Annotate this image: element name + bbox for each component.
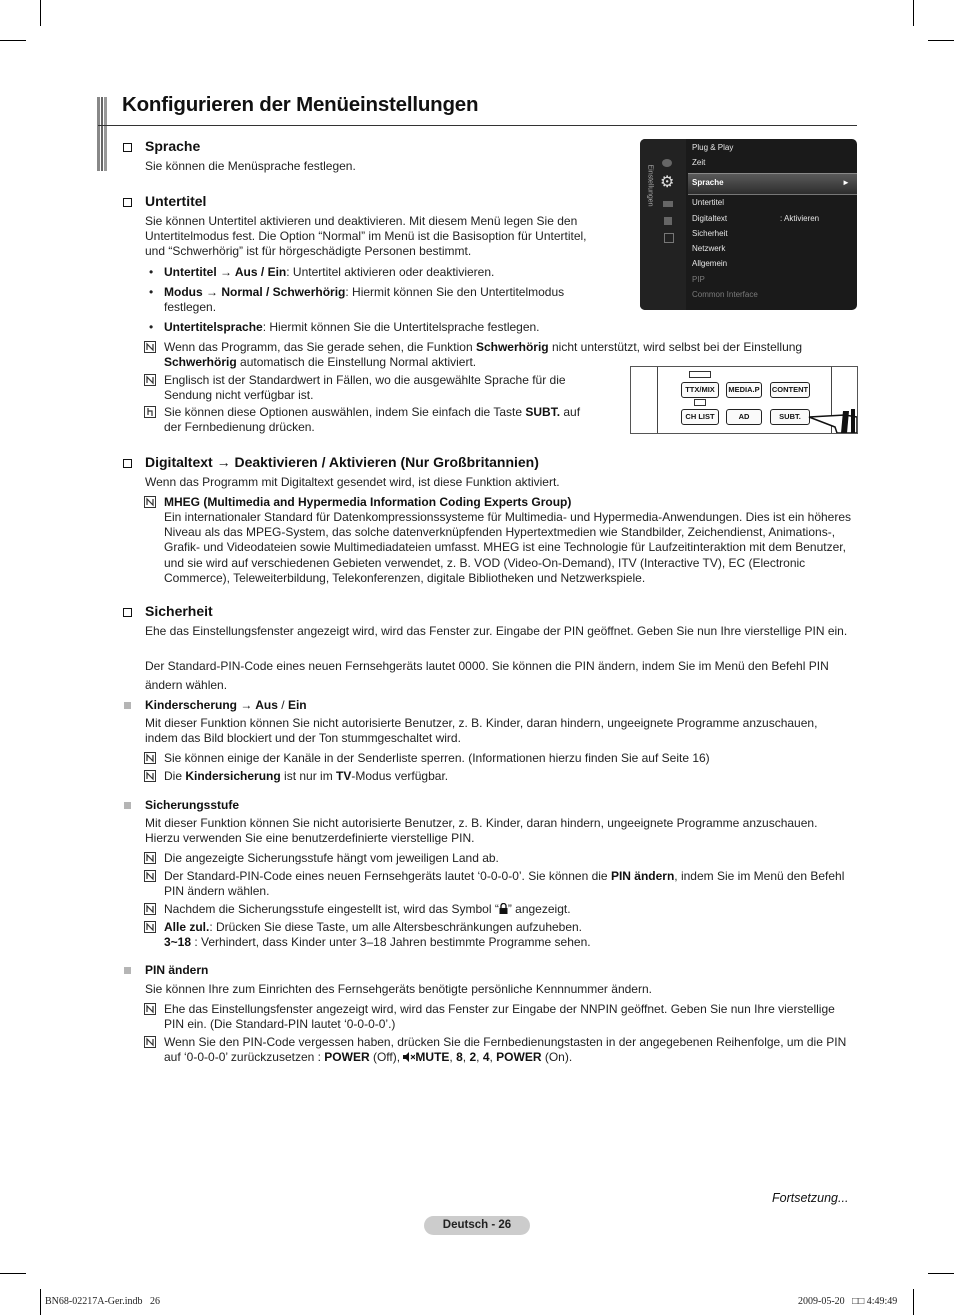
note-icon bbox=[144, 1003, 156, 1015]
bullet-dot: • bbox=[149, 285, 154, 299]
note-icon bbox=[144, 752, 156, 764]
crop-mark bbox=[913, 1289, 914, 1315]
section-heading-sprache: Sprache bbox=[145, 138, 201, 154]
kinder-note-2: Die Kindersicherung ist nur im TV-Modus verfügbar. bbox=[164, 769, 449, 783]
note-icon bbox=[144, 374, 156, 386]
note-icon bbox=[144, 921, 156, 933]
menu-item-sicherheit[interactable]: Sicherheit bbox=[692, 229, 728, 238]
untertitel-note-2: Englisch ist der Standardwert in Fällen, wo die ausgewählte Sprache für die Sendung nicht verfügbar ist. bbox=[164, 373, 566, 403]
stufe-note-4: Alle zul.: Drücken Sie diese Taste, um alle Altersbeschränkungen aufzuheben. 3~18 : Verhindert, dass Kinder unter 3–18 Jahren bestimmte Programme sehen. bbox=[164, 920, 591, 950]
pin-text: Sie können Ihre zum Einrichten des Fernsehgeräts benötigte persönliche Kennnummer ändern. bbox=[145, 982, 652, 996]
menu-item-allgemein[interactable]: Allgemein bbox=[692, 259, 728, 268]
subsection-bullet bbox=[124, 702, 131, 709]
bullet-dot: • bbox=[149, 320, 154, 334]
sicherheit-text-1: Ehe das Einstellungsfenster angezeigt wird, wird das Fenster zur. Eingabe der PIN geöffnet. Geben Sie nun Ihre vierstellige PIN ein. bbox=[145, 624, 848, 638]
remote-button-content: CONTENT bbox=[770, 382, 810, 398]
note-icon bbox=[144, 341, 156, 353]
untertitel-bullet-2: Modus → Normal / Schwerhörig: Hiermit können Sie den Untertitelmodus festlegen. bbox=[164, 285, 565, 315]
page-number-badge: Deutsch - 26 bbox=[424, 1216, 530, 1235]
menu-item-plug-play[interactable]: Plug & Play bbox=[692, 143, 734, 152]
kinder-heading: Kinderscherung → Aus / Ein bbox=[145, 698, 307, 712]
note-icon bbox=[144, 852, 156, 864]
stufe-text: Mit dieser Funktion können Sie nicht autorisierte Benutzer, z. B. Kinder, daran hindern, ungeeignete Programme anzuschauen. Hierzu verwenden Sie eine benutzerdefinierte vierstellige PIN. bbox=[145, 816, 818, 846]
pin-note-2: Wenn Sie den PIN-Code vergessen haben, drücken Sie die Fernbedienungstasten in der angegebenen Reihenfolge, um die PIN auf ‘0-0-0-0’ zurückzusetzen : POWER (Off), MUTE, 8, 2, 4, POWER (On). bbox=[164, 1035, 847, 1065]
remote-button-ch-list: CH LIST bbox=[681, 409, 719, 425]
remote-button-ttx-mix: TTX/MIX bbox=[681, 382, 719, 398]
crop-mark bbox=[0, 40, 26, 41]
title-decoration-bars bbox=[97, 97, 109, 171]
stufe-note-2: Der Standard-PIN-Code eines neuen Fernsehgeräts lautet ‘0-0-0-0’. Sie können die PIN ändern, indem Sie im Menü den Befehl PIN ändern wählen. bbox=[164, 869, 845, 899]
mheg-note-title: MHEG (Multimedia and Hypermedia Information Coding Experts Group) bbox=[164, 495, 572, 509]
menu-item-digitaltext-value: : Aktivieren bbox=[780, 214, 820, 223]
menu-item-common-interface: Common Interface bbox=[692, 290, 758, 299]
crop-mark bbox=[928, 1273, 954, 1274]
teletext-sub-icon bbox=[694, 399, 706, 406]
page-title: Konfigurieren der Menüeinstellungen bbox=[122, 93, 479, 116]
section-checkbox-icon bbox=[123, 143, 132, 152]
menu-arrow-icon: ► bbox=[842, 178, 850, 187]
sicherheit-text-2: Der Standard-PIN-Code eines neuen Fernsehgeräts lautet 0000. Sie können die PIN ändern, indem Sie im Menü den Befehl PIN ändern wählen. bbox=[145, 659, 829, 692]
menu-item-zeit[interactable]: Zeit bbox=[692, 158, 706, 167]
crop-mark bbox=[40, 0, 41, 26]
note-icon bbox=[144, 770, 156, 782]
note-icon bbox=[144, 870, 156, 882]
stufe-note-3: Nachdem die Sicherungsstufe eingestellt ist, wird das Symbol “ ” angezeigt. bbox=[164, 902, 571, 916]
menu-sidebar bbox=[640, 139, 686, 310]
print-slug-left: BN68-02217A-Ger.indb 26 bbox=[45, 1296, 160, 1307]
untertitel-bullet-1: Untertitel → Aus / Ein: Untertitel aktivieren oder deaktivieren. bbox=[164, 265, 495, 279]
picture-icon bbox=[662, 159, 672, 167]
crop-mark bbox=[40, 1289, 41, 1315]
menu-item-untertitel[interactable]: Untertitel bbox=[692, 198, 725, 207]
untertitel-bullet-3: Untertitelsprache: Hiermit können Sie die Untertitelsprache festlegen. bbox=[164, 320, 540, 334]
note-icon bbox=[144, 903, 156, 915]
untertitel-text: Sie können Untertitel aktivieren und deaktivieren. Mit diesem Menü legen Sie den Untertitelmodus fest. Die Option “Normal” im Menü ist die Basisoption für Untertitel, und “Schwerhörig” ist für hörgeschädigte Personen bestimmt. bbox=[145, 214, 587, 259]
mute-icon bbox=[403, 1052, 415, 1062]
subsection-bullet bbox=[124, 802, 131, 809]
teletext-icon bbox=[689, 371, 711, 378]
continuation-label: Fortsetzung... bbox=[772, 1191, 849, 1205]
menu-item-digitaltext[interactable]: Digitaltext bbox=[692, 214, 728, 223]
menu-item-sprache[interactable]: Sprache bbox=[692, 178, 724, 187]
print-slug-right: 2009-05-20 □□ 4:49:49 bbox=[798, 1296, 898, 1307]
lock-icon bbox=[499, 903, 508, 914]
pin-heading: PIN ändern bbox=[145, 963, 209, 977]
section-heading-sicherheit: Sicherheit bbox=[145, 603, 213, 619]
kinder-note-1: Sie können einige der Kanäle in der Senderliste sperren. (Informationen hierzu finden Sie auf Seite 16) bbox=[164, 751, 710, 765]
remote-edge bbox=[657, 367, 658, 433]
gear-icon: ⚙ bbox=[660, 174, 675, 191]
channel-icon bbox=[663, 201, 673, 207]
input-icon bbox=[664, 217, 672, 225]
crop-mark bbox=[928, 40, 954, 41]
remote-button-subt: SUBT. bbox=[770, 409, 810, 425]
pointing-hand-icon bbox=[807, 407, 857, 433]
subsection-bullet bbox=[124, 967, 131, 974]
crop-mark bbox=[913, 0, 914, 26]
remote-button-ad: AD bbox=[726, 409, 762, 425]
pin-note-1: Ehe das Einstellungsfenster angezeigt wird, wird das Fenster zur Eingabe der NNPIN geöffnet. Geben Sie nun Ihre vierstellige PIN ein. (Die Standard-PIN lautet ‘0-0-0-0’.) bbox=[164, 1002, 835, 1032]
note-icon bbox=[144, 496, 156, 508]
remote-control-illustration bbox=[630, 366, 858, 434]
settings-menu-screenshot bbox=[640, 139, 857, 310]
remote-hint-icon bbox=[144, 406, 156, 418]
bullet-dot: • bbox=[149, 265, 154, 279]
crop-mark bbox=[0, 1273, 26, 1274]
remote-button-media-p: MEDIA.P bbox=[726, 382, 762, 398]
kinder-text: Mit dieser Funktion können Sie nicht autorisierte Benutzer, z. B. Kinder, daran hindern, ungeeignete Programme anzuschauen, indem das Bild blockiert und der Ton stummgeschaltet wird. bbox=[145, 716, 818, 746]
stufe-heading: Sicherungsstufe bbox=[145, 798, 240, 812]
section-heading-untertitel: Untertitel bbox=[145, 193, 207, 209]
note-icon bbox=[144, 1036, 156, 1048]
digitaltext-text: Wenn das Programm mit Digitaltext gesendet wird, ist diese Funktion aktiviert. bbox=[145, 475, 560, 489]
sprache-text: Sie können die Menüsprache festlegen. bbox=[145, 159, 356, 173]
section-heading-digitaltext: Digitaltext → Deaktivieren / Aktivieren (Nur Großbritannien) bbox=[145, 454, 539, 470]
menu-item-pip: PIP bbox=[692, 275, 705, 284]
section-checkbox-icon bbox=[123, 198, 132, 207]
help-icon bbox=[664, 233, 674, 243]
stufe-note-1: Die angezeigte Sicherungsstufe hängt vom jeweiligen Land ab. bbox=[164, 851, 499, 865]
title-divider bbox=[98, 125, 857, 126]
mheg-note-text: Ein internationaler Standard für Datenkompressionssysteme für Multimedia- und Hypermedia-Anwendungen. Dies ist ein höheres Niveau als das MPEG-System, das solche datenverknüpfenden Hypertextmedien wie Standbilder, Zeichendienst, Animations-, Grafik- und Videodateien sowie Multimediadateien umfasst. MHEG ist eine Technologie für Laufzeitinteraktion mit dem Benutzer, und sie wird auf verschiedenen Gebieten verwendet, z. B. VOD (Video-On-Demand), ITV (Interactive TV), EC (Electronic Commerce), Teleweiterbildung, Telekonferenzen, digitale Bibliotheken und Netzwerkspiele. bbox=[164, 510, 852, 585]
untertitel-note-3: Sie können diese Optionen auswählen, indem Sie einfach die Taste SUBT. auf der Fernbedienung drücken. bbox=[164, 405, 581, 435]
section-checkbox-icon bbox=[123, 608, 132, 617]
menu-item-netzwerk[interactable]: Netzwerk bbox=[692, 244, 726, 253]
menu-sidebar-label: Einstellungen bbox=[646, 164, 654, 207]
untertitel-note-1: Wenn das Programm, das Sie gerade sehen, die Funktion Schwerhörig nicht unterstützt, wird selbst bei der Einstellung Schwerhörig automatisch die Einstellung Normal aktiviert. bbox=[164, 340, 803, 370]
section-checkbox-icon bbox=[123, 459, 132, 468]
